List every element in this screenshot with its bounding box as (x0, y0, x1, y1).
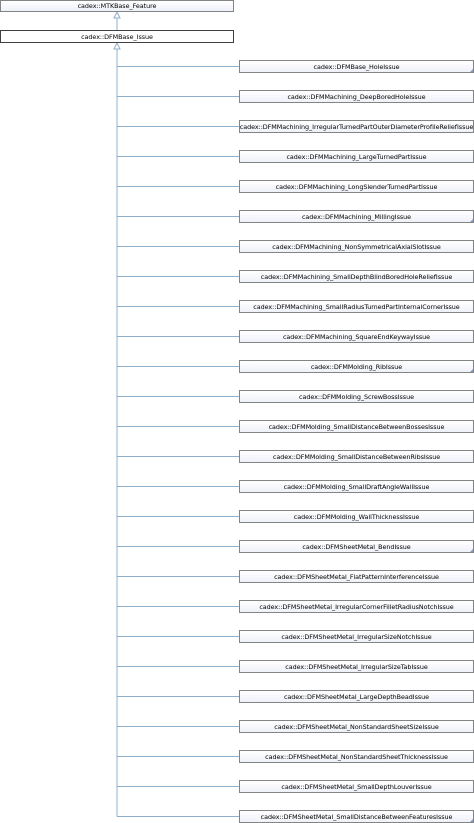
derived-class-node[interactable] (239, 180, 474, 193)
derived-class-node[interactable] (239, 420, 474, 433)
derived-class-label: cadex::DFMSheetMetal_IrregularSizeTabIssue (285, 662, 428, 671)
collapsed-subclasses-marker (469, 368, 474, 373)
derived-class-node[interactable] (239, 540, 474, 553)
derived-class-node[interactable] (239, 90, 474, 103)
derived-class-node[interactable] (239, 390, 474, 403)
derived-inheritance-arrowhead (114, 43, 120, 49)
derived-class-label: cadex::DFMMolding_SmallDraftAngleWallIssue (283, 482, 430, 491)
derived-class-label: cadex::DFMMachining_LongSlenderTurnedPartIssue (275, 182, 438, 191)
derived-class-node[interactable] (239, 750, 474, 763)
base-class-label: cadex::MTKBase_Feature (77, 2, 157, 10)
derived-class-node[interactable] (239, 240, 474, 253)
derived-class-label: cadex::DFMSheetMetal_LargeDepthBeadIssue (283, 692, 430, 701)
derived-class-label: cadex::DFMBase_HoleIssue (313, 62, 400, 71)
derived-class-label: cadex::DFMMachining_MillingIssue (301, 212, 412, 221)
derived-class-label: cadex::DFMMolding_SmallDistanceBetweenRibsIssue (272, 452, 441, 461)
derived-class-label: cadex::DFMSheetMetal_NonStandardSheetSizeIssue (274, 722, 439, 731)
derived-class-label: cadex::DFMMolding_RibIssue (310, 362, 403, 371)
base-class-node[interactable] (0, 0, 234, 12)
derived-class-label: cadex::DFMSheetMetal_NonStandardSheetThicknessIssue (265, 752, 448, 761)
derived-class-node[interactable] (239, 510, 474, 523)
derived-class-node[interactable] (239, 150, 474, 163)
derived-class-label: cadex::DFMMachining_SquareEndKeywayIssue (282, 332, 431, 341)
derived-class-node[interactable] (239, 480, 474, 493)
derived-class-label: cadex::DFMSheetMetal_SmallDepthLouverIssue (281, 782, 432, 791)
derived-class-label: cadex::DFMSheetMetal_IrregularCornerFilletRadiusNotchIssue (259, 602, 454, 611)
derived-class-node[interactable] (239, 450, 474, 463)
derived-class-node[interactable] (239, 330, 474, 343)
derived-class-node[interactable] (239, 810, 474, 823)
collapsed-subclasses-marker (469, 548, 474, 553)
derived-class-node[interactable] (239, 720, 474, 733)
derived-class-label: cadex::DFMSheetMetal_BendIssue (302, 542, 411, 551)
derived-class-label: cadex::DFMSheetMetal_SmallDistanceBetweenFeaturesIssue (260, 812, 453, 821)
collapsed-subclasses-marker (469, 218, 474, 223)
derived-class-node[interactable] (239, 360, 474, 373)
derived-class-node[interactable] (239, 780, 474, 793)
derived-class-label: cadex::DFMSheetMetal_FlatPatternInterferenceIssue (274, 572, 439, 581)
derived-class-node[interactable] (239, 270, 474, 283)
derived-class-label: cadex::DFMMachining_IrregularTurnedPartOuterDiameterProfileReliefIssue (239, 122, 474, 131)
derived-class-node[interactable] (239, 210, 474, 223)
derived-class-node[interactable] (239, 300, 474, 313)
base-inheritance-arrowhead (114, 12, 120, 18)
derived-class-node[interactable] (239, 570, 474, 583)
derived-class-label: cadex::DFMMachining_DeepBoredHoleIssue (287, 92, 426, 101)
derived-class-node[interactable] (239, 600, 474, 613)
derived-class-label: cadex::DFMMachining_NonSymmetricalAxialSlotIssue (272, 242, 441, 251)
derived-class-label: cadex::DFMMachining_SmallDepthBlindBoredHoleReliefIssue (260, 272, 453, 281)
derived-class-label: cadex::DFMMachining_LargeTurnedPartIssue (286, 152, 427, 161)
derived-class-label: cadex::DFMMolding_WallThicknessIssue (293, 512, 420, 521)
derived-class-node[interactable] (239, 120, 474, 133)
collapsed-subclasses-marker (469, 68, 474, 73)
derived-class-node[interactable] (239, 630, 474, 643)
derived-class-node[interactable] (239, 690, 474, 703)
derived-class-node[interactable] (239, 660, 474, 673)
derived-class-node[interactable] (239, 60, 474, 73)
derived-class-label: cadex::DFMMolding_ScrewBossIssue (299, 392, 414, 401)
derived-class-label: cadex::DFMMachining_SmallRadiusTurnedPartInternalCornerIssue (253, 302, 460, 311)
derived-class-label: cadex::DFMSheetMetal_IrregularSizeNotchIssue (281, 632, 432, 641)
derived-class-label: cadex::DFMMolding_SmallDistanceBetweenBossesIssue (268, 422, 445, 431)
current-class-label: cadex::DFMBase_Issue (81, 32, 153, 41)
current-class-node (0, 30, 234, 43)
